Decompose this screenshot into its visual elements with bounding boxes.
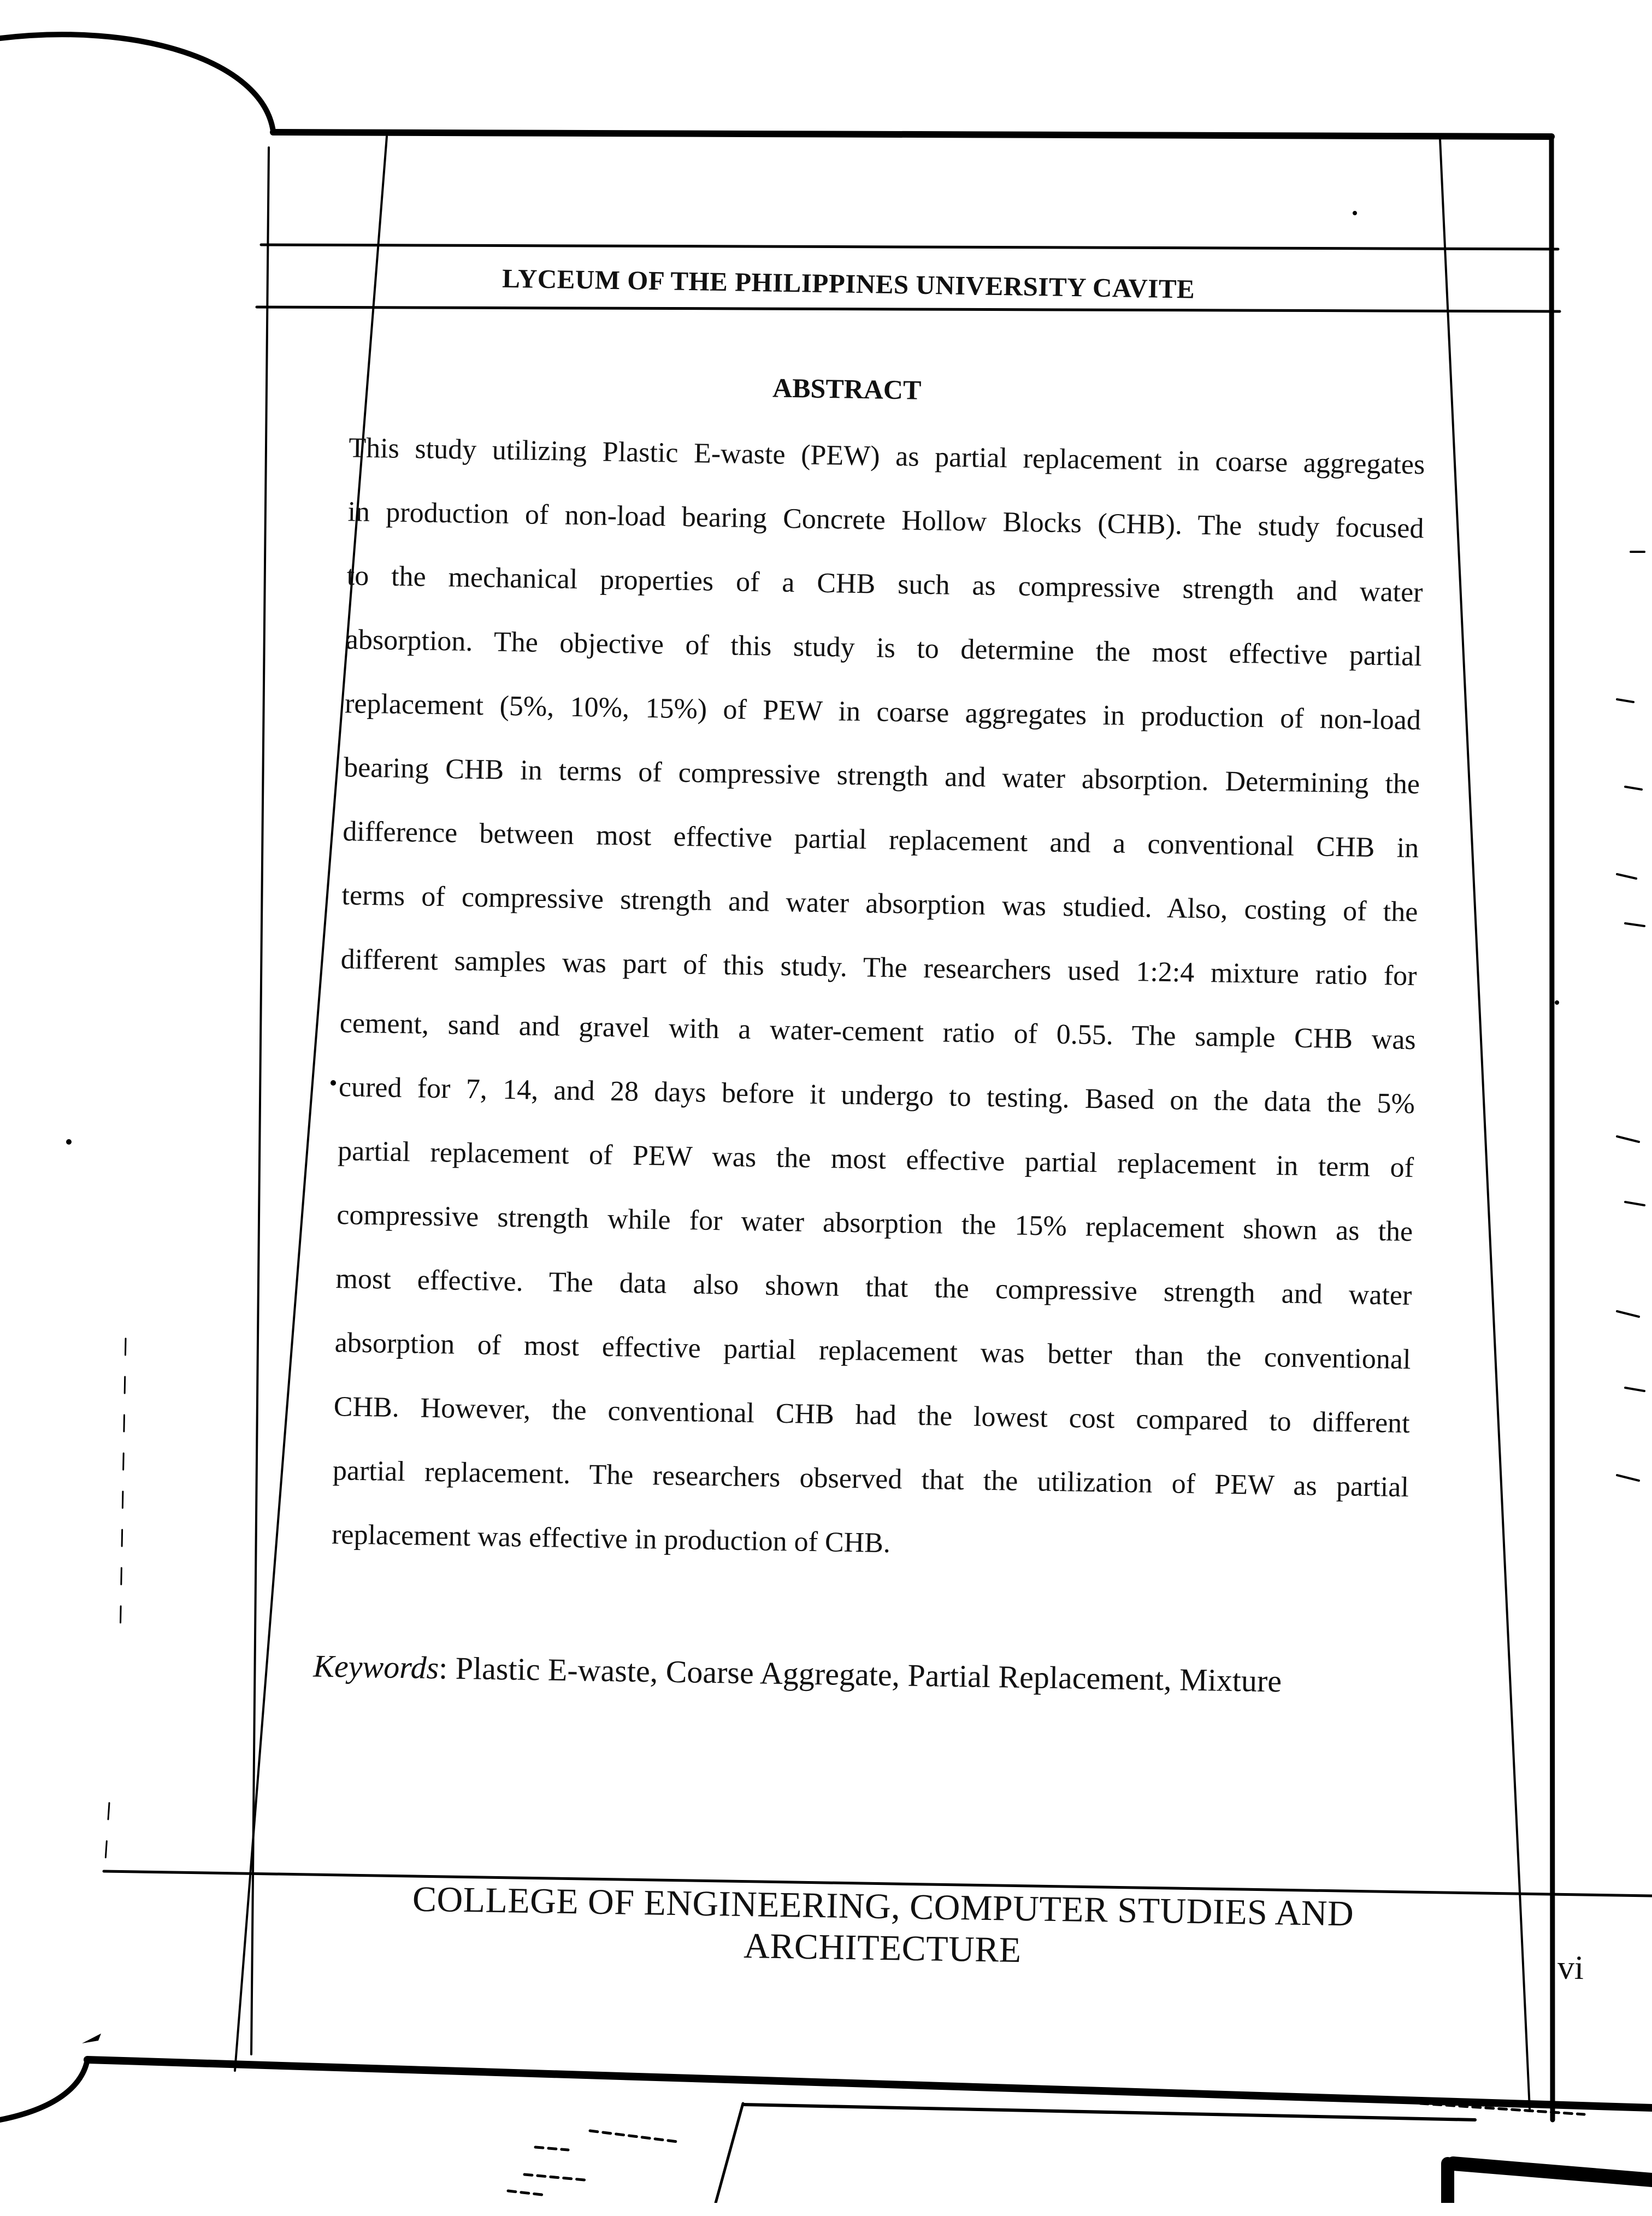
abstract-line: partial replacement. The researchers observed that the utilization of PEW as partial <box>332 1455 1409 1504</box>
college-footer: COLLEGE OF ENGINEERING, COMPUTER STUDIES AND ARCHITECTURE <box>412 1879 1354 1970</box>
abstract-line: absorption. The objective of this study is to determine the most effective partial <box>345 624 1423 673</box>
abstract-body <box>331 416 1425 1583</box>
abstract-line: replacement (5%, 10%, 15%) of PEW in coarse aggregates in production of non-load <box>344 688 1421 736</box>
abstract-line: to the mechanical properties of a CHB such as compressive strength and water <box>346 560 1423 609</box>
page-number: vi <box>1557 1949 1584 1987</box>
abstract-line: CHB. However, the conventional CHB had the lowest cost compared to different <box>333 1391 1411 1440</box>
abstract-line: cured for 7, 14, and 28 days before it undergo to testing. Based on the data the 5% <box>338 1071 1415 1120</box>
abstract-line: This study utilizing Plastic E-waste (PEW) as partial replacement in coarse aggregates <box>348 432 1425 481</box>
keywords-label: Keywords <box>312 1648 439 1686</box>
abstract-line: difference between most effective partial replacement and a conventional CHB in <box>342 816 1419 864</box>
abstract-line: cement, sand and gravel with a water-cement ratio of 0.55. The sample CHB was <box>339 1007 1417 1056</box>
abstract-line: most effective. The data also shown that the compressive strength and water <box>335 1263 1412 1312</box>
abstract-line: partial replacement of PEW was the most effective partial replacement in term of <box>337 1135 1414 1184</box>
abstract-line: bearing CHB in terms of compressive strength and water absorption. Determining the <box>343 752 1420 800</box>
abstract-line: terms of compressive strength and water absorption was studied. Also, costing of the <box>341 880 1418 928</box>
university-header: LYCEUM OF THE PHILIPPINES UNIVERSITY CAVITE <box>502 263 1195 304</box>
abstract-line: compressive strength while for water absorption the 15% replacement shown as the <box>336 1199 1413 1248</box>
abstract-heading: ABSTRACT <box>772 372 922 405</box>
keywords <box>313 1648 1352 1701</box>
abstract-line-last: replacement was effective in production of CHB. <box>331 1519 891 1559</box>
abstract-line: in production of non-load bearing Concrete Hollow Blocks (CHB). The study focused <box>347 496 1424 545</box>
abstract-line: absorption of most effective partial replacement was better than the conventional <box>334 1327 1411 1376</box>
keywords-text: : Plastic E-waste, Coarse Aggregate, Partial Replacement, Mixture <box>438 1650 1282 1699</box>
abstract-line: different samples was part of this study. The researchers used 1:2:4 mixture ratio for <box>340 944 1417 992</box>
